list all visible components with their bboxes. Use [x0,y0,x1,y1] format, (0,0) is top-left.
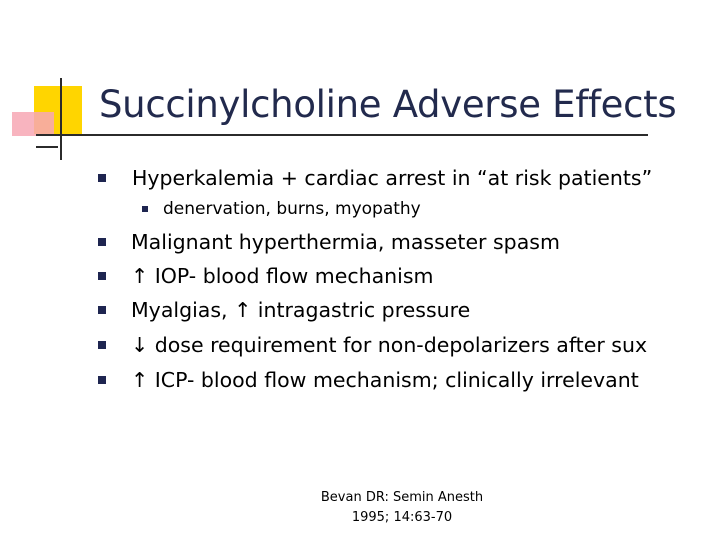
bullet-text-body: IOP- blood flow mechanism [148,264,434,288]
bullet-marker [98,376,106,384]
up-arrow-icon: ↑ [131,368,149,392]
bullet-text [131,261,434,291]
bullet-text-body: dose requirement for non-depolarizers after sux [148,333,648,357]
bullet-item [98,330,647,360]
bullet-item [98,261,434,291]
bullet-item [98,227,560,257]
slide-title: Succinylcholine Adverse Effects [99,83,677,126]
bullet-text [131,365,639,395]
up-arrow-icon: ↑ [234,298,252,322]
bullet-text-prefix: Myalgias, [131,298,235,322]
bullet-marker [98,174,106,182]
down-arrow-icon: ↓ [131,333,149,357]
citation-line-1: Bevan DR: Semin Anesth [320,490,484,505]
bullet-marker [98,341,106,349]
bullet-text: Hyperkalemia + cardiac arrest in “at risk patients” [132,166,653,190]
bullet-marker [98,238,106,246]
bullet-marker [98,272,106,280]
bullet-item [98,163,652,193]
sub-bullet-marker [142,206,148,212]
citation [296,488,508,528]
bullet-text [131,295,470,325]
sub-bullet-item [142,196,421,222]
sub-bullet-text: denervation, burns, myopathy [163,199,421,219]
citation-line-2: 1995; 14:63-70 [351,510,453,525]
bullet-item [98,365,639,395]
bullet-text: Malignant hyperthermia, masseter spasm [131,230,560,254]
bullet-text-body: intragastric pressure [251,298,471,322]
bullet-text-body: ICP- blood flow mechanism; clinically irrelevant [148,368,639,392]
bullet-item [98,295,470,325]
bullet-text [131,330,647,360]
bullet-marker [98,306,106,314]
up-arrow-icon: ↑ [131,264,149,288]
